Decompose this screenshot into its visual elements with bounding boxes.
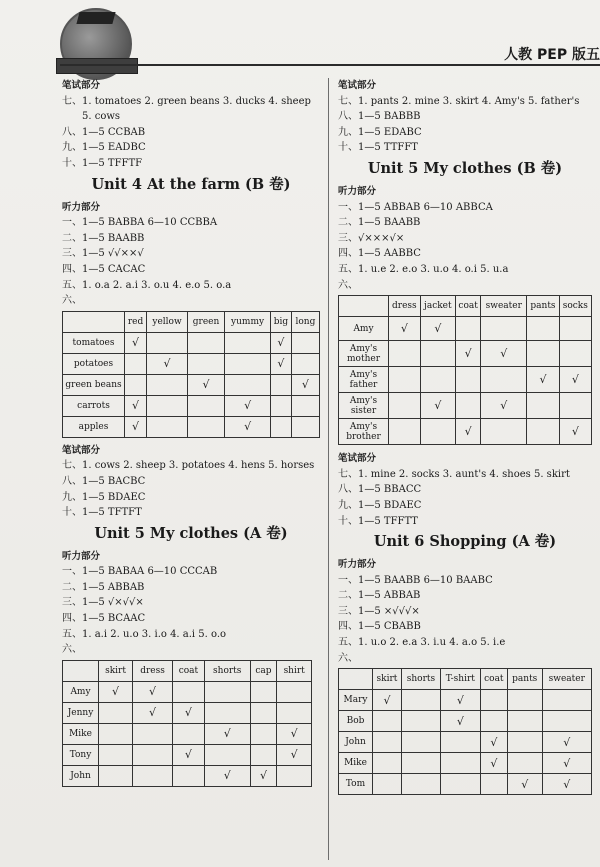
check-cell: √ bbox=[542, 753, 591, 774]
row-label: John bbox=[63, 765, 99, 786]
answer-line: 五、1. a.i 2. u.o 3. i.o 4. a.i 5. o.o bbox=[62, 628, 227, 640]
section-heading: 听力部分 bbox=[62, 550, 101, 562]
answer-line: 八、1—5 BACBC bbox=[62, 475, 146, 487]
table-header-cell: skirt bbox=[373, 669, 402, 690]
check-cell bbox=[99, 723, 133, 744]
table-header-cell: yummy bbox=[225, 311, 271, 332]
check-cell: √ bbox=[507, 774, 542, 795]
check-cell bbox=[401, 774, 440, 795]
check-cell: √ bbox=[527, 367, 559, 393]
check-cell bbox=[527, 419, 559, 445]
section-heading: 笔试部分 bbox=[62, 80, 101, 91]
row-label: John bbox=[339, 732, 373, 753]
answer-line: 六、 bbox=[338, 279, 358, 291]
check-cell bbox=[507, 711, 542, 732]
answer-line: 七、1. pants 2. mine 3. skirt 4. Amy's 5. father's bbox=[338, 95, 580, 107]
table-header-cell: shorts bbox=[401, 669, 440, 690]
answer-line: 二、1—5 BAABB bbox=[62, 232, 145, 244]
row-label: Tony bbox=[63, 744, 99, 765]
check-cell bbox=[277, 681, 312, 702]
table-header-cell: cap bbox=[250, 660, 277, 681]
check-cell: √ bbox=[187, 374, 224, 395]
table-header-cell: yellow bbox=[147, 311, 188, 332]
row-label: apples bbox=[63, 416, 125, 437]
table-row bbox=[339, 774, 592, 795]
check-cell: √ bbox=[559, 419, 591, 445]
check-cell bbox=[147, 374, 188, 395]
answer-line: 五、1. u.o 2. e.a 3. i.u 4. a.o 5. i.e bbox=[338, 637, 506, 649]
table-header-cell: green bbox=[187, 311, 224, 332]
check-cell: √ bbox=[173, 744, 205, 765]
check-cell: √ bbox=[125, 416, 147, 437]
check-cell: √ bbox=[204, 723, 250, 744]
answer-line: 十、1—5 TFFTT bbox=[338, 515, 418, 527]
row-label: Amy's sister bbox=[339, 393, 389, 419]
check-cell bbox=[204, 702, 250, 723]
table-row bbox=[339, 711, 592, 732]
check-cell bbox=[277, 702, 312, 723]
check-cell bbox=[133, 765, 173, 786]
answer-line: 三、√×××√× bbox=[338, 232, 405, 244]
check-cell bbox=[373, 711, 402, 732]
answer-line: 九、1—5 EADBC bbox=[62, 142, 146, 154]
check-cell bbox=[173, 681, 205, 702]
table-header-cell: shorts bbox=[204, 660, 250, 681]
check-cell bbox=[204, 744, 250, 765]
check-cell bbox=[542, 690, 591, 711]
row-label: Amy bbox=[63, 681, 99, 702]
answer-line: 二、1—5 ABBAB bbox=[62, 581, 145, 593]
answer-line: 一、1—5 BAABB 6—10 BAABC bbox=[338, 574, 493, 586]
publisher-logo bbox=[60, 8, 132, 80]
row-label: carrots bbox=[63, 395, 125, 416]
table-row bbox=[63, 723, 312, 744]
check-cell bbox=[125, 374, 147, 395]
check-cell bbox=[271, 395, 292, 416]
row-label: Mike bbox=[339, 753, 373, 774]
check-cell bbox=[401, 753, 440, 774]
answer-line: 一、1—5 ABBAB 6—10 ABBCA bbox=[338, 201, 493, 213]
check-cell bbox=[147, 332, 188, 353]
check-cell bbox=[373, 774, 402, 795]
check-cell bbox=[187, 416, 224, 437]
table-header-cell bbox=[339, 296, 389, 317]
check-cell bbox=[481, 317, 527, 341]
right-column bbox=[338, 78, 592, 795]
check-cell bbox=[147, 395, 188, 416]
check-cell bbox=[527, 393, 559, 419]
check-cell bbox=[481, 419, 527, 445]
check-cell bbox=[480, 690, 507, 711]
check-cell bbox=[204, 681, 250, 702]
table-header-cell: big bbox=[271, 311, 292, 332]
table-row bbox=[63, 744, 312, 765]
row-label: Mike bbox=[63, 723, 99, 744]
row-label: potatoes bbox=[63, 353, 125, 374]
row-label: green beans bbox=[63, 374, 125, 395]
check-cell bbox=[456, 317, 481, 341]
unit-title: Unit 4 At the farm (B 卷) bbox=[91, 175, 291, 193]
check-cell bbox=[401, 690, 440, 711]
table-row bbox=[339, 341, 592, 367]
check-cell bbox=[373, 732, 402, 753]
table-header-cell bbox=[63, 311, 125, 332]
check-cell bbox=[401, 732, 440, 753]
check-cell bbox=[250, 681, 277, 702]
answer-line: 八、1—5 CCBAB bbox=[62, 126, 146, 138]
check-cell: √ bbox=[271, 332, 292, 353]
check-cell bbox=[507, 690, 542, 711]
row-label: Tom bbox=[339, 774, 373, 795]
table-header-cell: coat bbox=[480, 669, 507, 690]
table-header-cell bbox=[339, 669, 373, 690]
table-row bbox=[339, 753, 592, 774]
check-cell: √ bbox=[559, 367, 591, 393]
check-cell: √ bbox=[291, 374, 319, 395]
table-row bbox=[339, 367, 592, 393]
check-cell: √ bbox=[440, 711, 480, 732]
check-cell bbox=[389, 393, 421, 419]
table-header-cell: red bbox=[125, 311, 147, 332]
check-cell bbox=[480, 711, 507, 732]
check-cell: √ bbox=[481, 393, 527, 419]
table-header-cell: dress bbox=[389, 296, 421, 317]
header-rule bbox=[60, 64, 600, 66]
table-row bbox=[63, 374, 320, 395]
check-cell bbox=[271, 416, 292, 437]
answer-line: 三、1—5 √√××√ bbox=[62, 248, 144, 260]
check-cell bbox=[133, 744, 173, 765]
check-cell bbox=[125, 353, 147, 374]
answer-line: 二、1—5 ABBAB bbox=[338, 590, 421, 602]
row-label: Jenny bbox=[63, 702, 99, 723]
table-header-cell: coat bbox=[173, 660, 205, 681]
check-cell: √ bbox=[225, 395, 271, 416]
table-row bbox=[339, 690, 592, 711]
check-cell bbox=[542, 711, 591, 732]
check-cell bbox=[507, 732, 542, 753]
check-cell bbox=[99, 765, 133, 786]
edition-label: 人教 PEP 版五 bbox=[504, 47, 600, 63]
check-cell: √ bbox=[147, 353, 188, 374]
answer-line: 二、1—5 BAABB bbox=[338, 217, 421, 229]
table-header-cell: pants bbox=[507, 669, 542, 690]
check-cell bbox=[440, 774, 480, 795]
check-cell bbox=[527, 317, 559, 341]
check-cell: √ bbox=[480, 732, 507, 753]
answer-line: 五、1. u.e 2. e.o 3. u.o 4. o.i 5. u.a bbox=[338, 263, 509, 275]
check-cell bbox=[440, 753, 480, 774]
answer-line: 一、1—5 BABAA 6—10 CCCAB bbox=[62, 566, 218, 578]
answer-line: 四、1—5 BCAAC bbox=[62, 613, 146, 625]
section-heading: 笔试部分 bbox=[338, 453, 377, 465]
graduation-cap-icon bbox=[76, 12, 115, 24]
answer-line: 九、1—5 EDABC bbox=[338, 126, 422, 138]
check-cell: √ bbox=[373, 690, 402, 711]
check-cell bbox=[99, 702, 133, 723]
section-heading: 听力部分 bbox=[338, 559, 377, 571]
check-cell bbox=[291, 353, 319, 374]
check-cell bbox=[225, 374, 271, 395]
unit-title: Unit 6 Shopping (A 卷) bbox=[373, 533, 557, 551]
section-heading: 笔试部分 bbox=[338, 80, 377, 91]
answer-line: 七、1. cows 2. sheep 3. potatoes 4. hens 5. horses bbox=[62, 460, 315, 472]
table-header-cell: sweater bbox=[481, 296, 527, 317]
check-cell bbox=[173, 765, 205, 786]
check-cell bbox=[559, 317, 591, 341]
row-label: Amy's mother bbox=[339, 341, 389, 367]
row-label: tomatoes bbox=[63, 332, 125, 353]
row-label: Amy's father bbox=[339, 367, 389, 393]
check-cell bbox=[250, 723, 277, 744]
unit-title: Unit 5 My clothes (B 卷) bbox=[367, 159, 563, 177]
answer-line: 十、1—5 TFTFT bbox=[62, 507, 142, 519]
table-row bbox=[339, 317, 592, 341]
check-cell: √ bbox=[480, 753, 507, 774]
table-row bbox=[339, 393, 592, 419]
check-cell: √ bbox=[173, 702, 205, 723]
section-heading: 听力部分 bbox=[62, 201, 101, 213]
section-heading: 笔试部分 bbox=[62, 444, 101, 456]
row-label: Amy's brother bbox=[339, 419, 389, 445]
check-cell: √ bbox=[420, 393, 455, 419]
answer-line: 九、1—5 BDAEC bbox=[62, 491, 146, 503]
check-cell: √ bbox=[542, 774, 591, 795]
check-cell: √ bbox=[99, 681, 133, 702]
row-label: Bob bbox=[339, 711, 373, 732]
check-cell: √ bbox=[420, 317, 455, 341]
answer-table bbox=[338, 668, 592, 795]
answer-line: 一、1—5 BABBA 6—10 CCBBA bbox=[62, 217, 218, 229]
check-cell: √ bbox=[133, 702, 173, 723]
table-header-cell: coat bbox=[456, 296, 481, 317]
table-row bbox=[63, 416, 320, 437]
table-row bbox=[339, 419, 592, 445]
answer-line: 五、1. o.a 2. a.i 3. o.u 4. e.o 5. o.a bbox=[62, 279, 232, 291]
answer-line: 四、1—5 CBABB bbox=[338, 621, 421, 633]
check-cell bbox=[173, 723, 205, 744]
table-header-cell: T-shirt bbox=[440, 669, 480, 690]
check-cell: √ bbox=[277, 744, 312, 765]
check-cell bbox=[187, 353, 224, 374]
check-cell: √ bbox=[125, 332, 147, 353]
unit-title: Unit 5 My clothes (A 卷) bbox=[94, 524, 288, 542]
answer-line: 三、1—5 ×√√√× bbox=[338, 605, 420, 617]
section-heading: 听力部分 bbox=[338, 185, 377, 197]
row-label: Mary bbox=[339, 690, 373, 711]
check-cell: √ bbox=[125, 395, 147, 416]
table-header-cell: long bbox=[291, 311, 319, 332]
check-cell bbox=[507, 753, 542, 774]
table-header-cell: shirt bbox=[277, 660, 312, 681]
answer-line: 十、1—5 TFFTF bbox=[62, 157, 143, 169]
table-row bbox=[63, 765, 312, 786]
table-header-cell: jacket bbox=[420, 296, 455, 317]
check-cell bbox=[225, 353, 271, 374]
check-cell bbox=[187, 395, 224, 416]
answer-line: 七、1. mine 2. socks 3. aunt's 4. shoes 5. skirt bbox=[338, 468, 570, 480]
check-cell bbox=[389, 341, 421, 367]
row-label: Amy bbox=[339, 317, 389, 341]
check-cell: √ bbox=[481, 341, 527, 367]
table-row bbox=[63, 332, 320, 353]
answer-line: 八、1—5 BBACC bbox=[338, 484, 422, 496]
answer-line: 八、1—5 BABBB bbox=[338, 111, 421, 123]
check-cell bbox=[481, 367, 527, 393]
check-cell bbox=[527, 341, 559, 367]
table-row bbox=[63, 395, 320, 416]
answer-table bbox=[62, 311, 320, 438]
check-cell bbox=[291, 416, 319, 437]
check-cell: √ bbox=[271, 353, 292, 374]
check-cell bbox=[420, 419, 455, 445]
answer-line: 十、1—5 TTFFT bbox=[338, 142, 418, 154]
check-cell bbox=[456, 367, 481, 393]
table-header-cell: pants bbox=[527, 296, 559, 317]
check-cell bbox=[225, 332, 271, 353]
check-cell bbox=[420, 341, 455, 367]
answer-line: 六、 bbox=[62, 644, 82, 656]
check-cell bbox=[291, 332, 319, 353]
check-cell: √ bbox=[277, 723, 312, 744]
left-column bbox=[62, 78, 320, 787]
check-cell bbox=[250, 702, 277, 723]
table-row bbox=[63, 681, 312, 702]
check-cell: √ bbox=[225, 416, 271, 437]
check-cell bbox=[250, 744, 277, 765]
answer-line: 六、 bbox=[338, 652, 358, 664]
check-cell bbox=[271, 374, 292, 395]
check-cell: √ bbox=[389, 317, 421, 341]
check-cell: √ bbox=[542, 732, 591, 753]
check-cell bbox=[559, 393, 591, 419]
check-cell bbox=[99, 744, 133, 765]
check-cell: √ bbox=[440, 690, 480, 711]
check-cell bbox=[389, 367, 421, 393]
check-cell bbox=[373, 753, 402, 774]
check-cell bbox=[133, 723, 173, 744]
check-cell bbox=[277, 765, 312, 786]
answer-line: 四、1—5 AABBC bbox=[338, 248, 421, 260]
check-cell bbox=[291, 395, 319, 416]
table-row bbox=[339, 732, 592, 753]
answer-table bbox=[62, 660, 312, 787]
table-header-cell: skirt bbox=[99, 660, 133, 681]
table-header-cell: socks bbox=[559, 296, 591, 317]
check-cell: √ bbox=[456, 419, 481, 445]
answer-line: 5. cows bbox=[82, 111, 121, 123]
check-cell bbox=[420, 367, 455, 393]
check-cell: √ bbox=[204, 765, 250, 786]
check-cell bbox=[440, 732, 480, 753]
check-cell bbox=[389, 419, 421, 445]
answer-line: 六、 bbox=[62, 295, 82, 307]
answer-table bbox=[338, 295, 592, 445]
check-cell bbox=[480, 774, 507, 795]
check-cell: √ bbox=[133, 681, 173, 702]
table-row bbox=[63, 702, 312, 723]
check-cell bbox=[456, 393, 481, 419]
logo-ribbon bbox=[56, 58, 138, 74]
answer-line: 九、1—5 BDAEC bbox=[338, 499, 422, 511]
answer-line: 七、1. tomatoes 2. green beans 3. ducks 4. sheep bbox=[62, 95, 311, 107]
check-cell bbox=[187, 332, 224, 353]
column-divider bbox=[328, 78, 329, 860]
answer-line: 三、1—5 √×√√× bbox=[62, 597, 144, 609]
answer-line: 四、1—5 CACAC bbox=[62, 263, 146, 275]
table-row bbox=[63, 353, 320, 374]
check-cell bbox=[559, 341, 591, 367]
check-cell bbox=[401, 711, 440, 732]
check-cell: √ bbox=[250, 765, 277, 786]
check-cell bbox=[147, 416, 188, 437]
table-header-cell: sweater bbox=[542, 669, 591, 690]
check-cell: √ bbox=[456, 341, 481, 367]
table-header-cell: dress bbox=[133, 660, 173, 681]
table-header-cell bbox=[63, 660, 99, 681]
